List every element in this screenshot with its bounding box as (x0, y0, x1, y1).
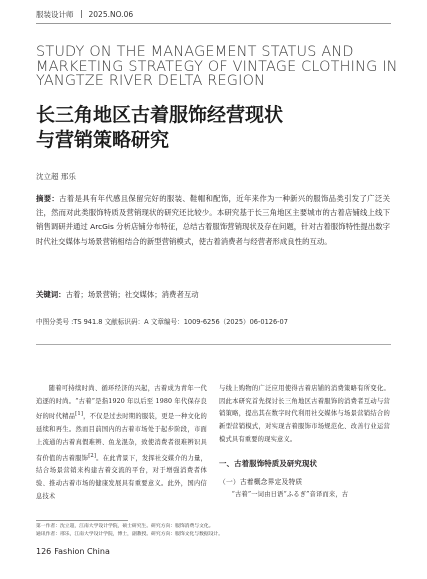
page-number: 126 (36, 547, 52, 556)
subsection-heading-1-1: （一）古着概念界定及特质 (219, 478, 303, 487)
intro-text-b: ，不仅是过去时期的服装，更是一种文化的延续和再生。然而目前国内的古着市场处于起步阶段，市面上流通的古着真假难辨、鱼龙混杂，致使消费者很难辨识具有价值的古着服饰 (36, 413, 207, 462)
keywords (36, 289, 390, 300)
classification-info: 中图分类号 :TS 941.8 文献标识码：A 文章编号：1009-6256（2025）06-0126-07 (36, 318, 288, 326)
journal-footer-name: Fashion China (54, 547, 110, 556)
body-column-left (36, 383, 207, 504)
intro-continuation: 与线上购物的广泛应用使得古着店铺的消费策略有所变化。因此本研究首先探讨长三角地区古着服饰的消费者互动与营销策略，提出其在数字时代利用社交媒体与场景营销结合的新型营销模式，对实现古着服饰市场规范化、改善行业运营模式具有重要的现实意义。 (219, 385, 390, 443)
chinese-title (36, 103, 376, 153)
footnotes (36, 523, 396, 540)
keywords-text: 古着；场景营销；社交媒体；消费者互动 (65, 290, 199, 299)
abstract-text: 古着是具有年代感且保留完好的服装、鞋帽和配饰，近年来作为一种新兴的服饰品类引发了广泛关注，然而对此类服饰特质及营销现状的研究还比较少。本研究基于长三角地区主要城市的古着店铺线上线下销售调研并通过 ArcGis 分析店铺分布特征，总结古着服饰营销现状及存在问题，针对古着服饰特性提出数字时代社交媒体与场景营销相结合的新型营销模式，使古着消费者与经营者形成良性的互动。 (36, 194, 390, 246)
section-heading-1: 一、古着服饰特质及研究现状 (219, 458, 318, 468)
intro-text-a: 随着可持续时尚、循环经济的兴起，古着成为青年一代追逐的时尚。“古着”是指1920 年以后至 1980 年代保存良好的时代精品 (36, 385, 207, 421)
keywords-label: 关键词： (36, 290, 66, 299)
chinese-title-line-1: 长三角地区古着服饰经营现状 (36, 104, 284, 126)
intro-paragraph (36, 383, 207, 504)
journal-name: 服装设计师 (36, 10, 74, 19)
chinese-title-line-2: 与营销策略研究 (36, 129, 170, 151)
authors: 沈立超 邢乐 (36, 172, 76, 181)
footnote-corresponding-author: 通讯作者：邢乐，江南大学设计学院，博士，副教授。研究方向：服饰文化与数据设计。 (36, 532, 224, 538)
abstract (36, 192, 390, 249)
subsection-paragraph: “古着”一词由日语“ふるぎ”音译而来，古 (231, 490, 349, 498)
citation-1: [1] (75, 411, 84, 418)
abstract-label: 摘要： (36, 194, 60, 203)
citation-2: [2] (88, 452, 97, 459)
page-footer (36, 547, 110, 556)
header-separator (81, 10, 82, 18)
english-title: STUDY ON THE MANAGEMENT STATUS AND MARKETING STRATEGY OF VINTAGE CLOTHING IN YANGTZE RIVER DELTA REGION (36, 44, 398, 90)
header-rule (36, 23, 391, 24)
intro-text-c: 。在此背景下，发挥社交媒介的力量，结合场景营销来构建古着交流的平台，对于增强消费者体验、推动古着市场的健康发展具有重要意义。此外，国内信息技术 (36, 454, 207, 500)
body-column-right (219, 383, 390, 502)
footnote-rule (36, 520, 128, 521)
footnote-first-author: 第一作者：沈立超，江南大学设计学院，硕士研究生。研究方向：服饰消费与文化。 (36, 524, 214, 529)
issue-number: 2025.NO.06 (88, 10, 134, 19)
meta-rule (36, 344, 391, 345)
running-header (36, 9, 133, 20)
